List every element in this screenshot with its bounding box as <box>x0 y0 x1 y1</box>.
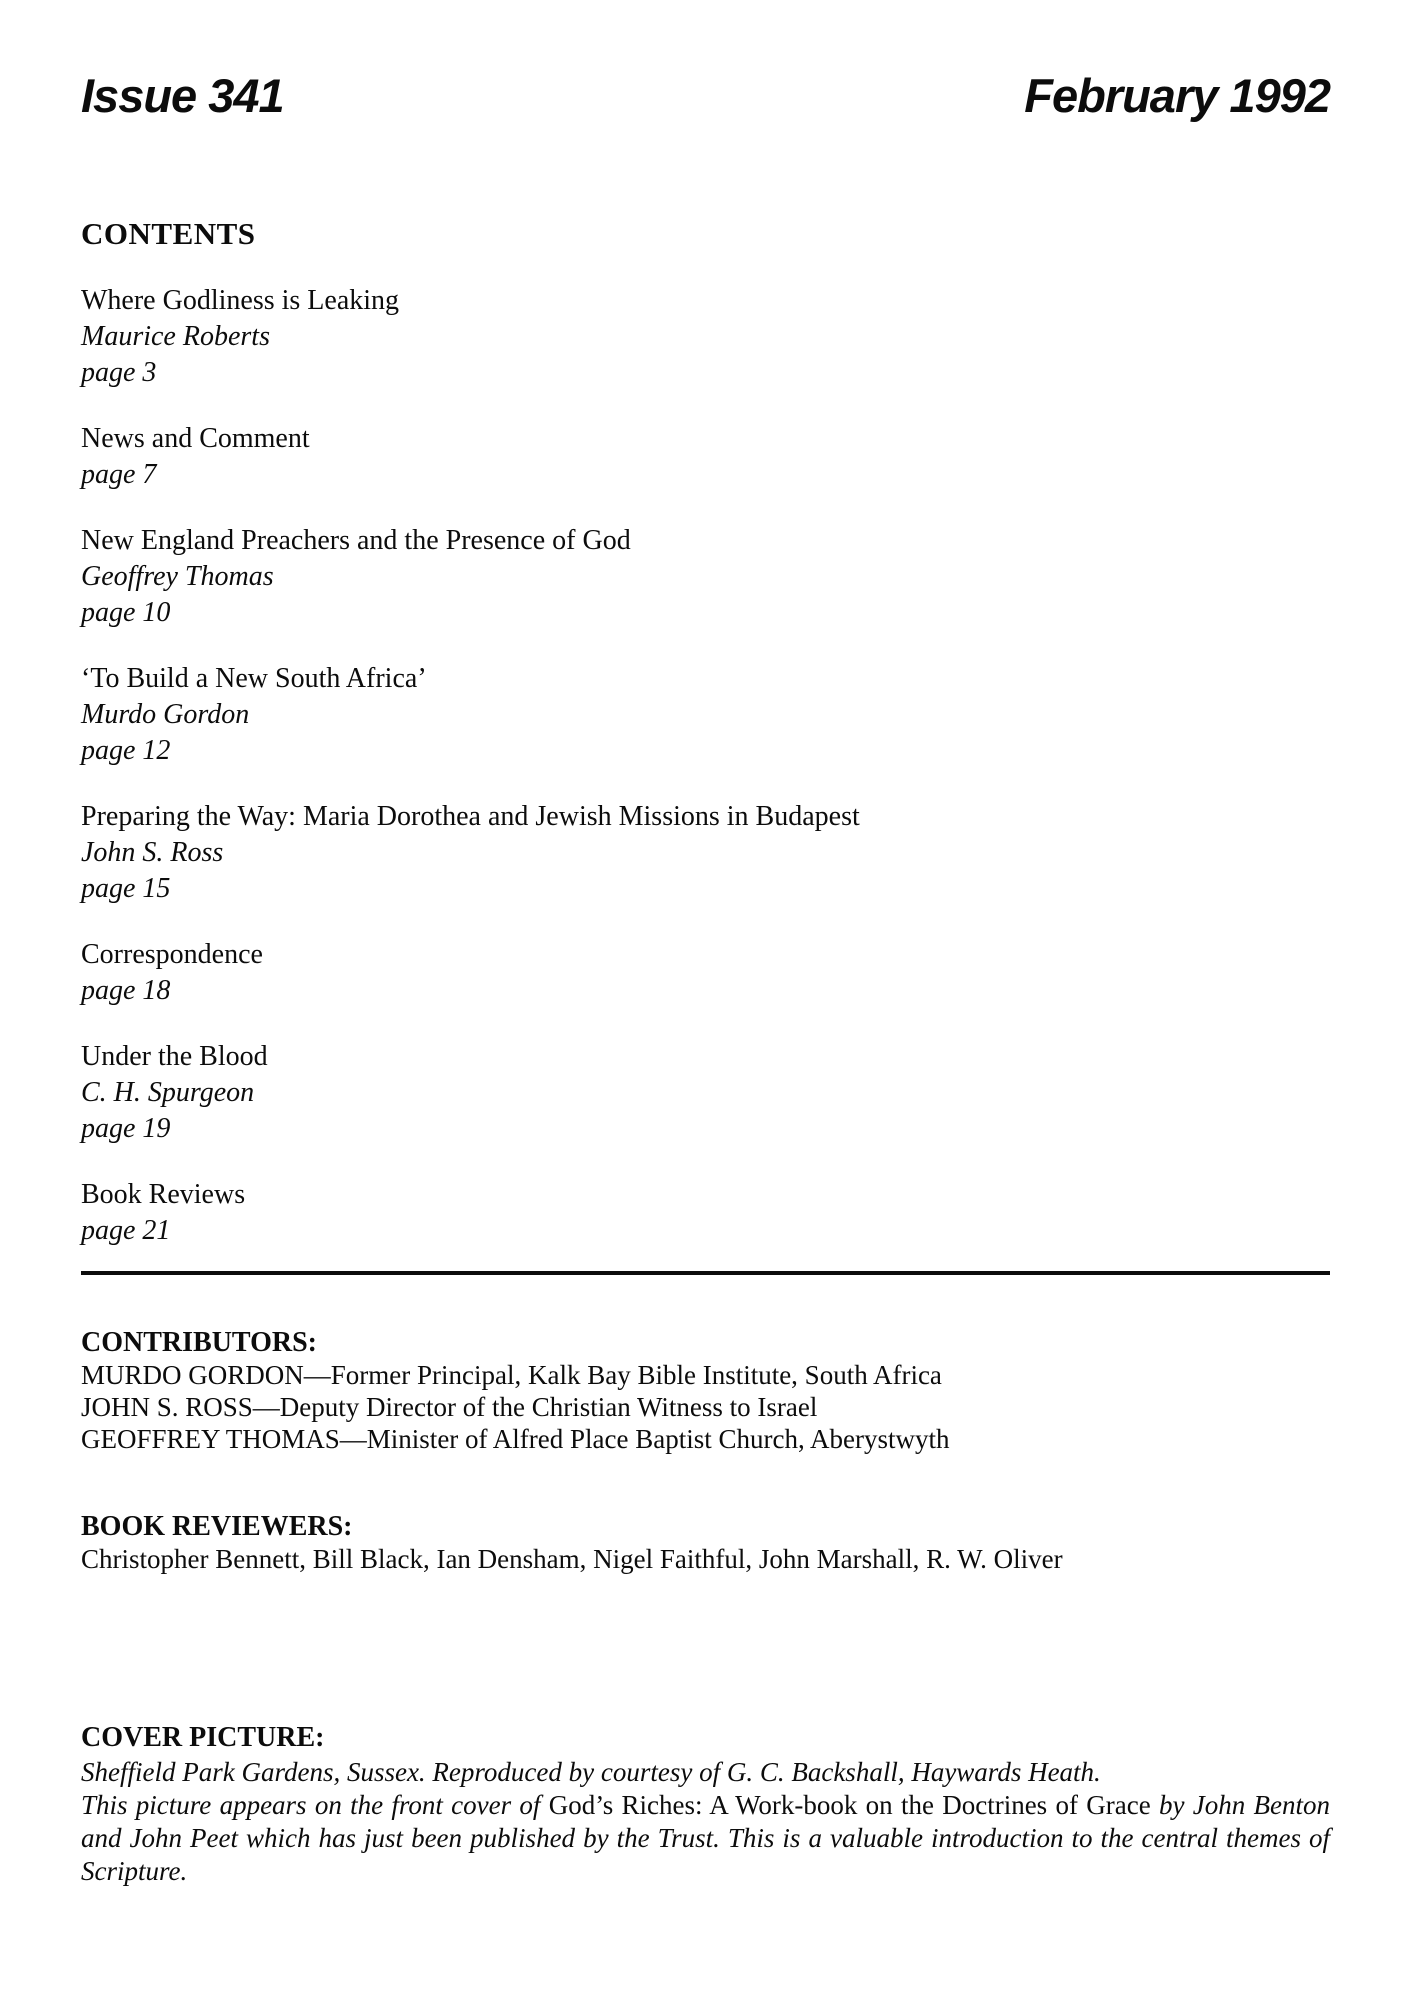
masthead <box>81 70 1330 123</box>
toc-item-page: page 15 <box>81 872 171 904</box>
toc-item <box>81 937 1330 1009</box>
contents-heading: CONTENTS <box>81 215 256 251</box>
toc-item-title: Where Godliness is Leaking <box>81 284 400 316</box>
toc-item-title: Under the Blood <box>81 1040 268 1072</box>
toc-item <box>81 421 1330 493</box>
toc-item <box>81 523 1330 631</box>
contributors-section <box>81 1327 1330 1455</box>
issue-date: February 1992 <box>1024 69 1330 122</box>
toc-item <box>81 283 1330 391</box>
contributor-entry: GEOFFREY THOMAS—Minister of Alfred Place Baptist Church, Aberystwyth <box>81 1423 950 1454</box>
toc-item-title: Correspondence <box>81 938 263 970</box>
cover-picture-section <box>81 1721 1330 1888</box>
book-title: God’s Riches: A Work-book on the Doctrines of Grace <box>548 1789 1151 1820</box>
issue-number: Issue 341 <box>81 69 284 122</box>
cover-picture-caption: Sheffield Park Gardens, Sussex. Reproduced by courtesy of G. C. Backshall, Haywards Heath. <box>81 1756 1101 1787</box>
toc-item-title: ‘To Build a New South Africa’ <box>81 662 427 694</box>
cover-picture-description <box>81 1789 1330 1888</box>
book-reviewers-heading: BOOK REVIEWERS: <box>81 1510 353 1542</box>
toc-item-page: page 18 <box>81 974 171 1006</box>
toc-item-title: Preparing the Way: Maria Dorothea and Jewish Missions in Budapest <box>81 800 860 832</box>
divider-rule <box>81 1271 1330 1275</box>
toc-item <box>81 799 1330 907</box>
toc-item-author: Geoffrey Thomas <box>81 560 274 592</box>
toc-item <box>81 1039 1330 1147</box>
contributor-entry: MURDO GORDON—Former Principal, Kalk Bay Bible Institute, South Africa <box>81 1359 942 1390</box>
contributor-entry: JOHN S. ROSS—Deputy Director of the Christian Witness to Israel <box>81 1391 818 1422</box>
toc-item-author: John S. Ross <box>81 836 224 868</box>
toc-item-page: page 12 <box>81 734 171 766</box>
toc-item-page: page 19 <box>81 1112 171 1144</box>
toc-item-page: page 21 <box>81 1214 171 1246</box>
toc-item <box>81 1177 1330 1249</box>
book-reviewers-section <box>81 1511 1330 1575</box>
toc-item-title: Book Reviews <box>81 1178 246 1210</box>
toc-item-author: C. H. Spurgeon <box>81 1076 255 1108</box>
contributors-heading: CONTRIBUTORS: <box>81 1326 317 1358</box>
toc-item <box>81 661 1330 769</box>
toc-item-page: page 7 <box>81 458 157 490</box>
toc-item-title: News and Comment <box>81 422 310 454</box>
description-italic-tail: by John Benton and John Peet which has just been published by the Trust. This is a valuable introduction to the central themes of Scripture. <box>81 1789 1330 1886</box>
description-italic-lead: This picture appears on the front cover of <box>81 1789 549 1820</box>
book-reviewers-names: Christopher Bennett, Bill Black, Ian Densham, Nigel Faithful, John Marshall, R. W. Oliver <box>81 1543 1063 1574</box>
cover-picture-heading: COVER PICTURE: <box>81 1721 325 1753</box>
toc-item-title: New England Preachers and the Presence of God <box>81 524 631 556</box>
toc-item-author: Murdo Gordon <box>81 698 250 730</box>
toc-item-page: page 3 <box>81 356 157 388</box>
table-of-contents <box>81 283 1330 1249</box>
toc-item-author: Maurice Roberts <box>81 320 270 352</box>
toc-item-page: page 10 <box>81 596 171 628</box>
